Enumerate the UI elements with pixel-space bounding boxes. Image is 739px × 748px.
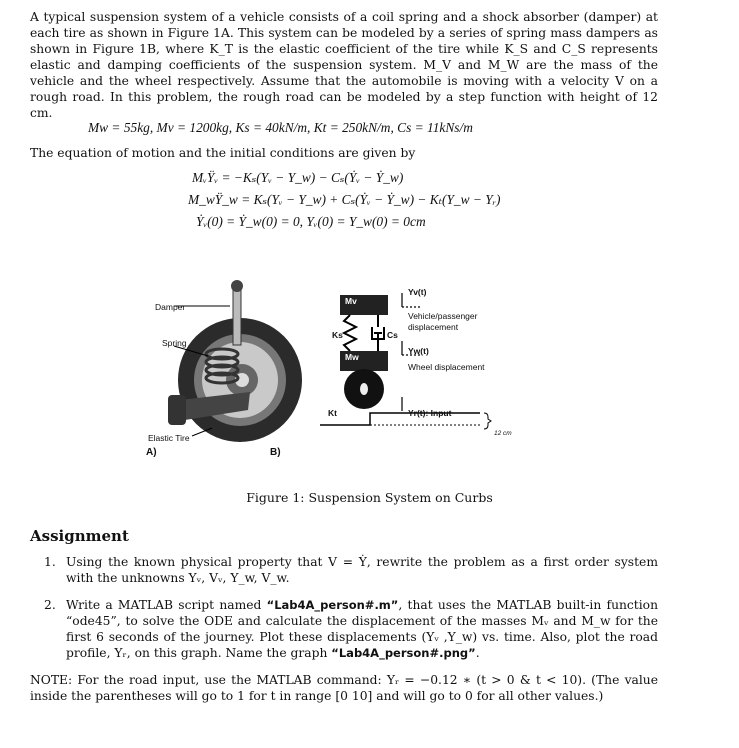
graph-name: “Lab4A_person#.png”	[331, 646, 476, 660]
label-yv-desc-2: displacement	[408, 322, 459, 332]
equation-vehicle: MᵥŸᵥ = −Kₛ(Yᵥ − Y_w) − Cₛ(Ẏᵥ − Ẏ_w)	[192, 170, 404, 185]
damper-cs	[372, 315, 384, 351]
height-brace	[484, 413, 491, 429]
label-ks: Ks	[332, 330, 343, 340]
parameters-line: Mw = 55kg, Mv = 1200kg, Ks = 40kN/m, Kt = 250kN/m, Cs = 11kNs/m	[88, 120, 473, 135]
label-yr: Yr(t): Input	[408, 408, 452, 418]
item-number: 2.	[44, 598, 56, 612]
label-yw: Yw(t)	[408, 346, 429, 356]
item-text: Write a MATLAB script named “Lab4A_person#.m”, that uses the MATLAB built-in function “ode45”, to solve the ODE and calculate the displacement of the masses Mᵥ and M_w for the first 6 seconds of the journey. Plot these displacements (Yᵥ ,Y_w) vs. time. Also, plot the road profile, Yᵣ, on this graph. Name the graph “Lab4A_person#.png”.	[66, 598, 658, 660]
assignment-item-2	[44, 597, 658, 661]
equation-wheel: M_wŸ_w = Kₛ(Yᵥ − Y_w) + Cₛ(Ẏᵥ − Ẏ_w) − Kₜ(Y_w − Yᵣ)	[188, 192, 501, 207]
label-mv: Mv	[345, 296, 357, 306]
script-name: “Lab4A_person#.m”	[266, 598, 399, 612]
damper-top	[231, 280, 243, 292]
spring-ks	[344, 315, 356, 351]
initial-conditions: Ẏᵥ(0) = Ẏ_w(0) = 0, Yᵥ(0) = Y_w(0) = 0cm	[196, 214, 426, 229]
damper-rod	[233, 285, 241, 345]
label-height: 12 cm	[494, 430, 512, 437]
item-text: Using the known physical property that V = Ẏ, rewrite the problem as a first order system with the unknowns Yᵥ, Vᵥ, Y_w, V_w.	[66, 555, 658, 585]
label-yv-desc-1: Vehicle/passenger	[408, 311, 478, 321]
label-damper: Damper	[155, 302, 186, 312]
label-spring: Spring	[162, 338, 187, 348]
label-kt: Kt	[328, 408, 337, 418]
road-profile	[320, 413, 480, 425]
figure-caption: Figure 1: Suspension System on Curbs	[246, 490, 493, 505]
label-yw-desc: Wheel displacement	[408, 362, 485, 372]
intro-paragraph: A typical suspension system of a vehicle consists of a coil spring and a shock absorber (damper) at each tire as shown in Figure 1A. This system can be modeled by a series of spring mass dampers as shown in Figure 1B, where K_T is the elastic coefficient of the tire while K_S and C_S represents elastic and damping coefficients of the suspension system. M_V and M_W are the mass of the vehicle and the wheel respectively. Assume that the automobile is moving with a velocity V on a rough road. In this problem, the rough road can be modeled by a step function with height of 12 cm.	[30, 10, 658, 120]
label-yv: Yv(t)	[408, 287, 427, 297]
label-mw: Mw	[345, 352, 359, 362]
label-cs: Cs	[387, 330, 398, 340]
label-panel-b: B)	[270, 447, 281, 458]
label-panel-a: A)	[146, 447, 157, 458]
eom-intro: The equation of motion and the initial conditions are given by	[30, 146, 416, 160]
note-paragraph: NOTE: For the road input, use the MATLAB command: Yᵣ = −0.12 ∗ (t > 0 & t < 10). (The value inside the parentheses will go to 1 for t in range [0 10] and will go to 0 for all other values.)	[30, 673, 658, 703]
assignment-item-1	[44, 554, 658, 586]
item-number: 1.	[44, 555, 56, 569]
assignment-heading: Assignment	[30, 527, 129, 545]
label-elastic-tire: Elastic Tire	[148, 433, 190, 443]
